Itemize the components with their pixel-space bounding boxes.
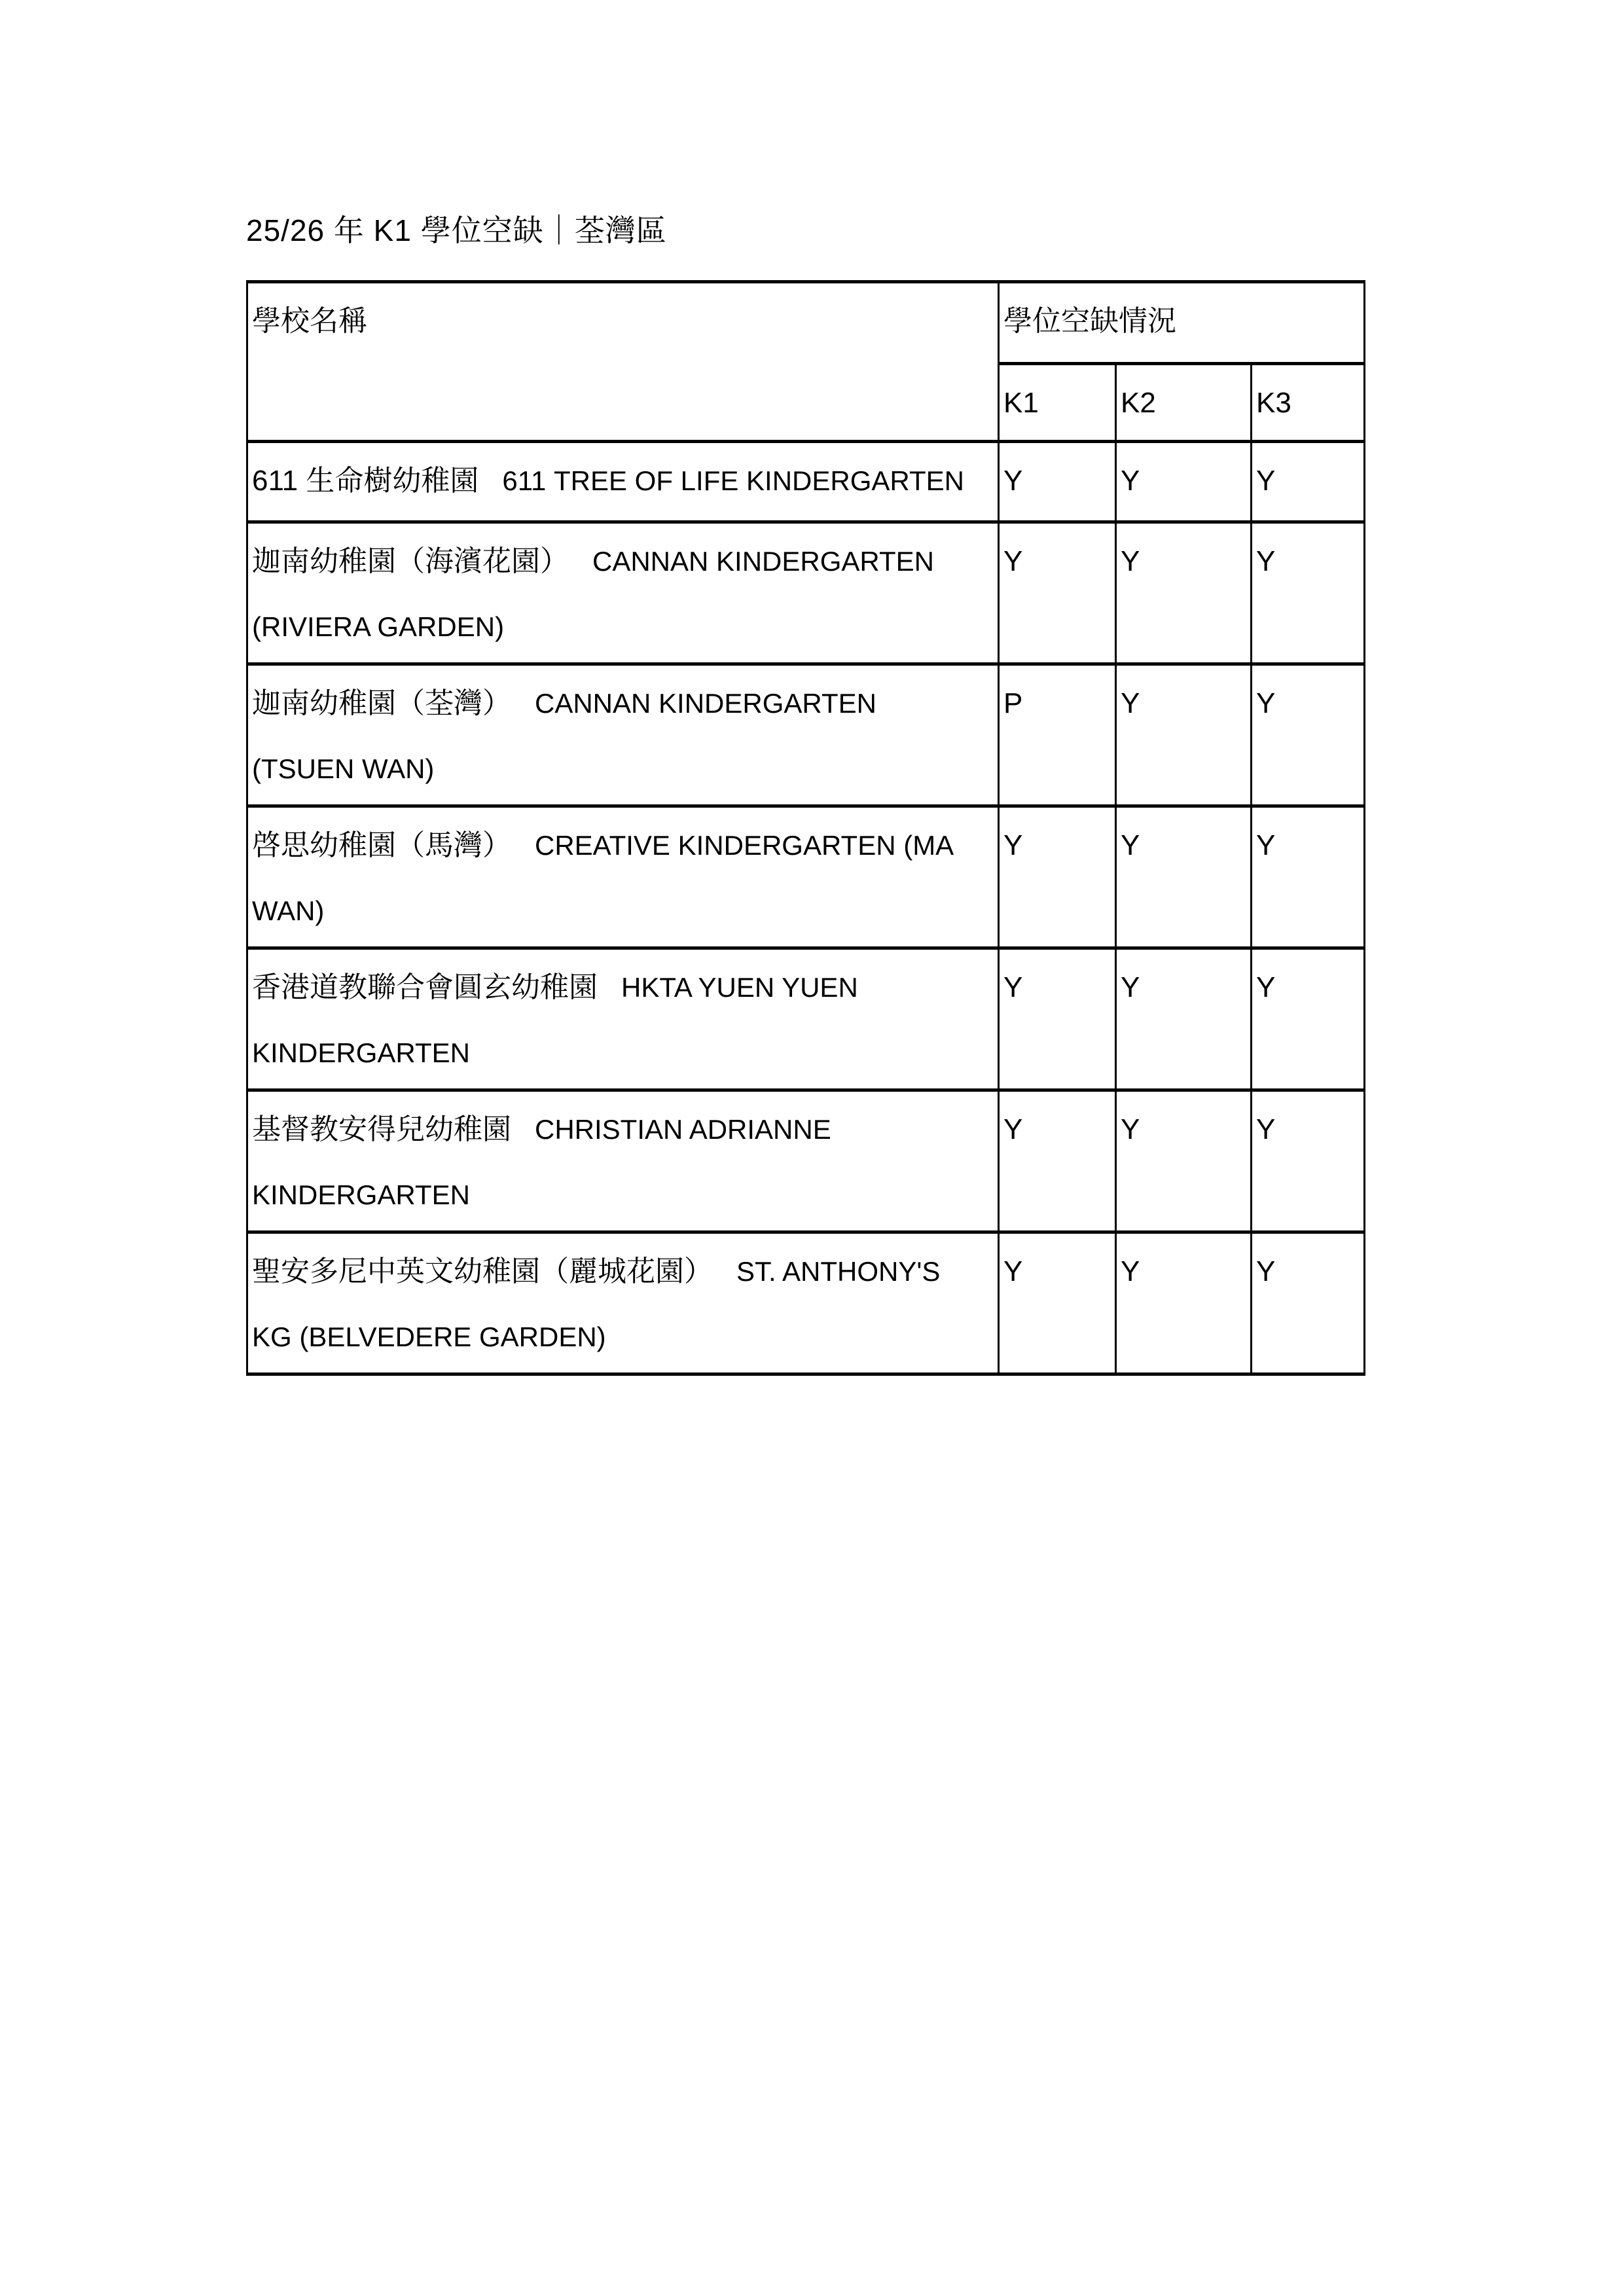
- k1-vacancy-cell: Y: [999, 948, 1116, 1090]
- vacancy-status-header: 學位空缺情況: [999, 282, 1365, 364]
- school-name-en-line: 611 TREE OF LIFE KINDERGARTEN: [502, 465, 964, 496]
- k1-vacancy-cell: Y: [999, 1232, 1116, 1374]
- k1-vacancy-cell: Y: [999, 442, 1116, 522]
- school-name-en-line: CREATIVE KINDERGARTEN (MA: [535, 830, 954, 861]
- school-name-header: 學校名稱: [247, 282, 999, 442]
- page-title: 25/26 年 K1 學位空缺｜荃灣區: [246, 213, 667, 247]
- k2-vacancy-cell: Y: [1116, 442, 1252, 522]
- table-row: [247, 664, 1365, 806]
- school-name-zh: 611 生命樹幼稚園: [252, 465, 479, 497]
- k3-vacancy-cell: Y: [1252, 664, 1365, 806]
- school-name-en-line: (TSUEN WAN): [252, 753, 435, 784]
- school-name-en-line: (RIVIERA GARDEN): [252, 611, 505, 642]
- table-row: [247, 806, 1365, 948]
- table-row: [247, 442, 1365, 522]
- k2-vacancy-cell: Y: [1116, 806, 1252, 948]
- k2-vacancy-cell: Y: [1116, 664, 1252, 806]
- k2-column-header: K2: [1116, 364, 1252, 442]
- k3-vacancy-cell: Y: [1252, 1090, 1365, 1232]
- school-name-en-line: WAN): [252, 895, 325, 926]
- k2-vacancy-cell: Y: [1116, 522, 1252, 664]
- school-name-en-line: CANNAN KINDERGARTEN: [535, 688, 876, 719]
- school-name-en-line: HKTA YUEN YUEN: [621, 972, 858, 1003]
- school-name-en-line: KINDERGARTEN: [252, 1037, 470, 1068]
- k1-vacancy-cell: Y: [999, 806, 1116, 948]
- header-row-1: [247, 282, 1365, 364]
- table-row: [247, 1090, 1365, 1232]
- school-name-en: [502, 465, 964, 496]
- school-name-en-line: KINDERGARTEN: [252, 1179, 470, 1210]
- school-name-cell: [247, 1232, 999, 1374]
- school-name-en-line: KG (BELVEDERE GARDEN): [252, 1321, 606, 1352]
- table-row: [247, 1232, 1365, 1374]
- school-name-zh: 迦南幼稚園（荃灣）: [252, 687, 511, 719]
- school-name-cell: [247, 806, 999, 948]
- school-name-en-line: ST. ANTHONY'S: [736, 1256, 941, 1287]
- school-name-cell: [247, 1090, 999, 1232]
- k1-vacancy-cell: Y: [999, 522, 1116, 664]
- k3-vacancy-cell: Y: [1252, 806, 1365, 948]
- table-body: [247, 442, 1365, 1374]
- school-name-zh: 啓思幼稚園（馬灣）: [252, 829, 511, 861]
- k2-vacancy-cell: Y: [1116, 1090, 1252, 1232]
- school-name-zh: 聖安多尼中英文幼稚園（麗城花園）: [252, 1255, 713, 1287]
- school-name-zh: 香港道教聯合會圓玄幼稚園: [252, 971, 598, 1003]
- school-name-en-line: CHRISTIAN ADRIANNE: [535, 1114, 831, 1145]
- k3-vacancy-cell: Y: [1252, 1232, 1365, 1374]
- school-name-cell: [247, 664, 999, 806]
- k3-column-header: K3: [1252, 364, 1365, 442]
- k1-vacancy-cell: Y: [999, 1090, 1116, 1232]
- school-name-cell: [247, 522, 999, 664]
- table-row: [247, 522, 1365, 664]
- school-name-en-line: CANNAN KINDERGARTEN: [592, 546, 934, 577]
- k3-vacancy-cell: Y: [1252, 442, 1365, 522]
- table-row: [247, 948, 1365, 1090]
- school-name-cell: [247, 948, 999, 1090]
- k1-column-header: K1: [999, 364, 1116, 442]
- k2-vacancy-cell: Y: [1116, 948, 1252, 1090]
- k1-vacancy-cell: P: [999, 664, 1116, 806]
- k3-vacancy-cell: Y: [1252, 948, 1365, 1090]
- vacancy-table: [246, 280, 1365, 1376]
- school-name-zh: 迦南幼稚園（海濱花園）: [252, 545, 569, 577]
- school-name-cell: [247, 442, 999, 522]
- table-header: [247, 282, 1365, 442]
- k3-vacancy-cell: Y: [1252, 522, 1365, 664]
- k2-vacancy-cell: Y: [1116, 1232, 1252, 1374]
- school-name-zh: 基督教安得兒幼稚園: [252, 1113, 511, 1145]
